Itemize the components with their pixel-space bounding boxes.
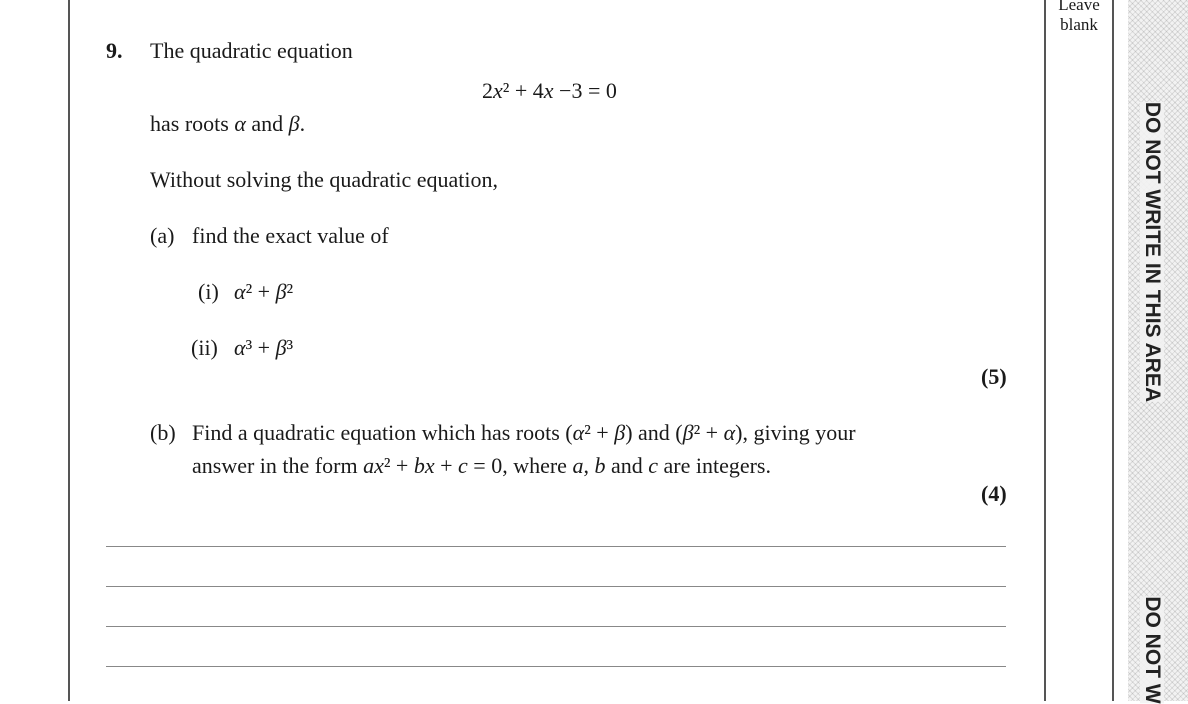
roots-statement: has roots α and β. — [150, 111, 306, 136]
part-a-i-expression: α² + β² — [234, 279, 294, 304]
part-b-marks: (4) — [981, 481, 1007, 506]
part-b-line2: answer in the form ax² + bx + c = 0, where a, b and c are integers. — [192, 453, 771, 478]
leave-blank-column-border-right — [1112, 0, 1114, 701]
leave-blank-column-border-left — [1044, 0, 1046, 701]
do-not-write-warning: DO NOT WRITE IN THIS AREA — [1141, 101, 1164, 403]
answer-line — [106, 586, 1006, 587]
part-b-line1: Find a quadratic equation which has roots (α² + β) and (β² + α), giving your — [192, 420, 856, 445]
part-a-ii-label: (ii) — [191, 335, 218, 360]
blank-label: blank — [1060, 15, 1098, 34]
part-a-i-label: (i) — [198, 279, 219, 304]
answer-line — [106, 666, 1006, 667]
part-b-label: (b) — [150, 420, 176, 445]
do-not-write-warning-partial: DO NOT W — [1141, 596, 1164, 704]
quadratic-equation: 2x² + 4x −3 = 0 — [482, 78, 617, 103]
part-a-label: (a) — [150, 223, 175, 248]
page-border-left — [68, 0, 70, 701]
instruction-text: Without solving the quadratic equation, — [150, 167, 498, 192]
part-a-marks: (5) — [981, 364, 1007, 389]
question-number: 9. — [106, 38, 123, 63]
part-a-ii-expression: α³ + β³ — [234, 335, 294, 360]
answer-line — [106, 546, 1006, 547]
leave-label: Leave — [1058, 0, 1100, 14]
answer-line — [106, 626, 1006, 627]
question-intro: The quadratic equation — [150, 38, 353, 63]
part-a-text: find the exact value of — [192, 223, 389, 248]
